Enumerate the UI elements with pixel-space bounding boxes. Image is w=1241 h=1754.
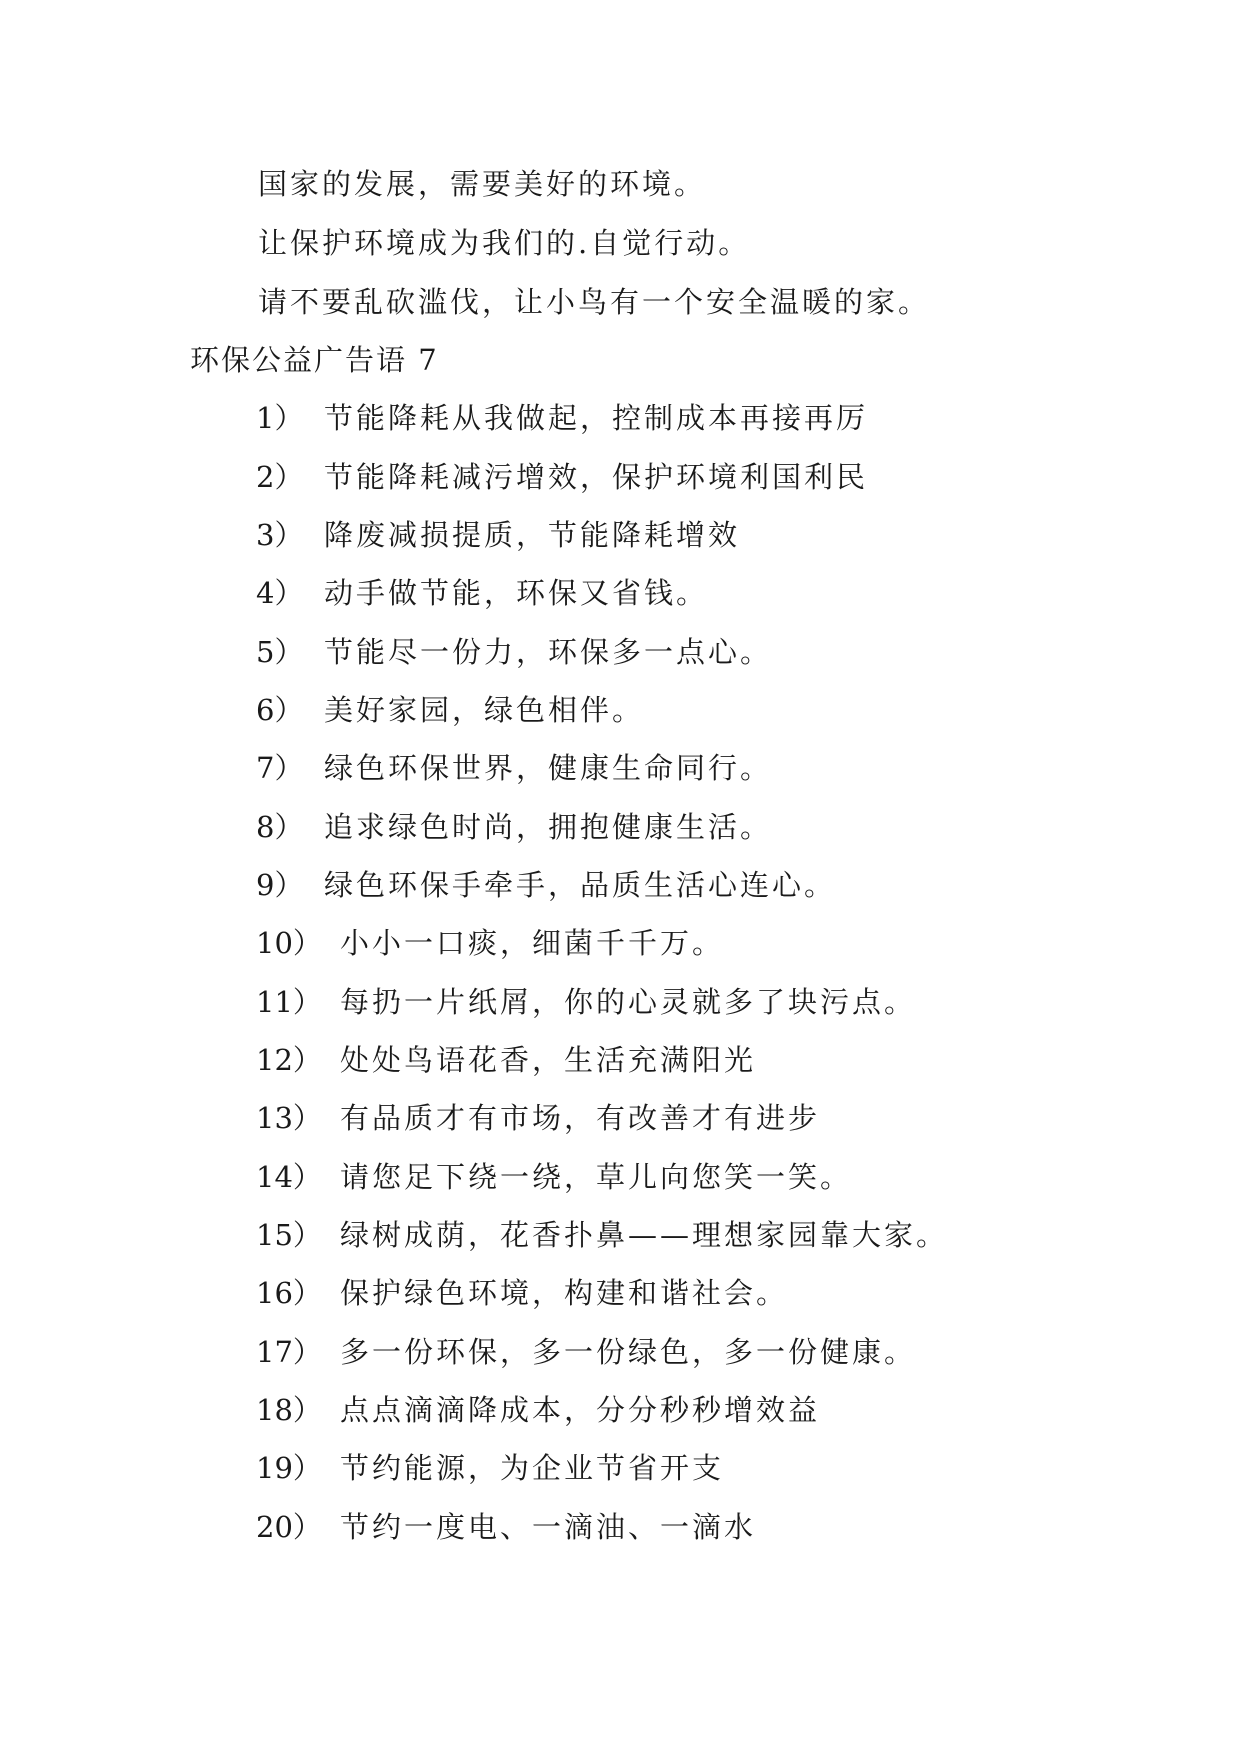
list-item — [256, 1273, 788, 1313]
item-number: 7） — [256, 751, 304, 785]
list-item — [256, 398, 868, 438]
list-item — [256, 865, 836, 905]
intro-paragraph: 国家的发展，需要美好的环境。 — [258, 167, 707, 201]
list-item — [256, 982, 916, 1022]
list-item — [256, 923, 724, 963]
item-number: 15） — [256, 1218, 322, 1252]
item-text: 节约能源，为企业节省开支 — [340, 1451, 725, 1485]
item-number: 18） — [256, 1393, 322, 1427]
item-number: 17） — [256, 1335, 322, 1369]
item-number: 16） — [256, 1276, 322, 1310]
item-text: 每扔一片纸屑，你的心灵就多了块污点。 — [340, 985, 917, 1019]
item-text: 节能尽一份力，环保多一点心。 — [324, 635, 773, 669]
item-text: 小小一口痰，细菌千千万。 — [340, 926, 725, 960]
item-text: 请您足下绕一绕，草儿向您笑一笑。 — [340, 1160, 853, 1194]
item-number: 19） — [256, 1451, 322, 1485]
item-number: 11） — [256, 985, 322, 1019]
list-item — [256, 515, 740, 555]
item-text: 动手做节能，环保又省钱。 — [324, 576, 709, 610]
item-text: 处处鸟语花香，生活充满阳光 — [340, 1043, 757, 1077]
list-item — [256, 690, 644, 730]
list-item — [256, 1040, 756, 1080]
item-number: 1） — [256, 401, 304, 435]
item-number: 13） — [256, 1101, 322, 1135]
item-text: 保护绿色环境，构建和谐社会。 — [340, 1276, 789, 1310]
list-item — [256, 457, 868, 497]
item-text: 美好家园，绿色相伴。 — [324, 693, 645, 727]
section-title: 环保公益广告语 7 — [190, 343, 439, 377]
intro-paragraph: 请不要乱砍滥伐，让小鸟有一个安全温暖的家。 — [258, 285, 931, 319]
list-item — [256, 807, 772, 847]
item-text: 节能降耗减污增效，保护环境利国利民 — [324, 460, 869, 494]
list-item — [256, 1098, 820, 1138]
item-text: 节约一度电、一滴油、一滴水 — [340, 1510, 757, 1544]
item-text: 绿色环保世界，健康生命同行。 — [324, 751, 773, 785]
item-text: 降废减损提质，节能降耗增效 — [324, 518, 741, 552]
list-item — [256, 1448, 724, 1488]
item-number: 14） — [256, 1160, 322, 1194]
intro-paragraph: 让保护环境成为我们的.自觉行动。 — [258, 226, 751, 260]
item-number: 3） — [256, 518, 304, 552]
item-number: 9） — [256, 868, 304, 902]
list-item — [256, 1157, 852, 1197]
item-number: 5） — [256, 635, 304, 669]
item-text: 追求绿色时尚，拥抱健康生活。 — [324, 810, 773, 844]
item-number: 20） — [256, 1510, 322, 1544]
item-text: 多一份环保，多一份绿色，多一份健康。 — [340, 1335, 917, 1369]
item-number: 12） — [256, 1043, 322, 1077]
list-item — [256, 1332, 916, 1372]
item-number: 8） — [256, 810, 304, 844]
item-number: 2） — [256, 460, 304, 494]
item-text: 节能降耗从我做起，控制成本再接再厉 — [324, 401, 869, 435]
item-text: 点点滴滴降成本，分分秒秒增效益 — [340, 1393, 821, 1427]
item-number: 6） — [256, 693, 304, 727]
item-number: 4） — [256, 576, 304, 610]
list-item — [256, 748, 772, 788]
list-item — [256, 1390, 820, 1430]
item-text: 绿树成荫，花香扑鼻——理想家园靠大家。 — [340, 1218, 949, 1252]
item-number: 10） — [256, 926, 322, 960]
item-text: 绿色环保手牵手，品质生活心连心。 — [324, 868, 837, 902]
list-item — [256, 1507, 756, 1547]
list-item — [256, 632, 772, 672]
item-text: 有品质才有市场，有改善才有进步 — [340, 1101, 821, 1135]
list-item — [256, 1215, 948, 1255]
list-item — [256, 573, 708, 613]
